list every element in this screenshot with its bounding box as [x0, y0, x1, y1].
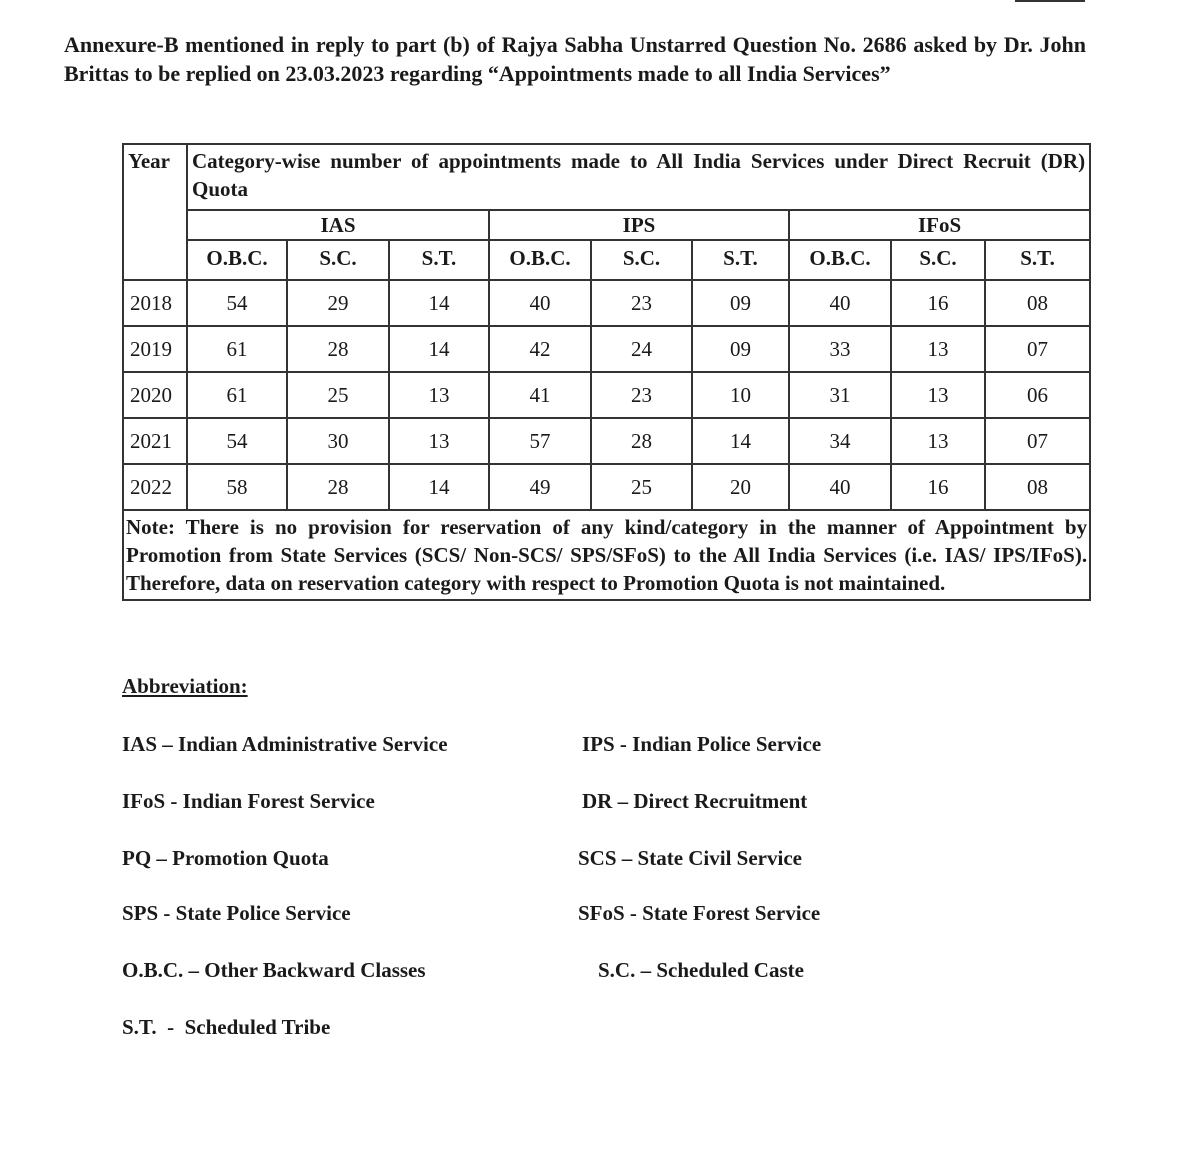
year-cell: 2020 — [123, 372, 187, 418]
value-cell: 16 — [891, 280, 985, 326]
value-cell: 25 — [287, 372, 389, 418]
category-header: O.B.C. — [489, 240, 591, 280]
abbreviation-item: S.C. – Scheduled Caste — [598, 958, 804, 982]
value-cell: 13 — [389, 418, 489, 464]
value-cell: 57 — [489, 418, 591, 464]
abbreviation-item: IFoS - Indian Forest Service — [122, 789, 375, 813]
abbreviation-item: SCS – State Civil Service — [578, 846, 802, 870]
table-row — [123, 280, 1090, 326]
value-cell: 40 — [489, 280, 591, 326]
value-cell: 08 — [985, 280, 1090, 326]
value-cell: 25 — [591, 464, 692, 510]
value-cell: 16 — [891, 464, 985, 510]
category-header: S.T. — [389, 240, 489, 280]
value-cell: 49 — [489, 464, 591, 510]
value-cell: 61 — [187, 326, 287, 372]
value-cell: 23 — [591, 372, 692, 418]
abbreviation-item: DR – Direct Recruitment — [582, 789, 808, 813]
value-cell: 13 — [891, 372, 985, 418]
year-cell: 2021 — [123, 418, 187, 464]
service-header-ips: IPS — [489, 210, 789, 240]
value-cell: 40 — [789, 280, 891, 326]
value-cell: 42 — [489, 326, 591, 372]
abbreviation-item: SFoS - State Forest Service — [578, 901, 821, 925]
value-cell: 33 — [789, 326, 891, 372]
table-title: Category-wise number of appointments made to All India Services under Direct Recruit (DR) Quota — [187, 144, 1090, 210]
value-cell: 14 — [389, 464, 489, 510]
table-note: Note: There is no provision for reservation of any kind/category in the manner of Appointment by Promotion from State Services (SCS/ Non-SCS/ SPS/SFoS) to the All India Services (i.e. IAS/ IPS/IFoS). Therefore, data on reservation category with respect to Promotion Quota is not maintained. — [123, 510, 1090, 600]
category-header: S.T. — [985, 240, 1090, 280]
table-row — [123, 464, 1090, 510]
service-header-ifos: IFoS — [789, 210, 1090, 240]
value-cell: 14 — [389, 326, 489, 372]
table-row — [123, 418, 1090, 464]
abbreviation-item: SPS - State Police Service — [122, 901, 351, 925]
year-header: Year — [123, 144, 187, 280]
appointments-table — [122, 143, 1091, 601]
value-cell: 07 — [985, 418, 1090, 464]
category-header: S.C. — [891, 240, 985, 280]
year-cell: 2022 — [123, 464, 187, 510]
value-cell: 28 — [287, 464, 389, 510]
table-row — [123, 326, 1090, 372]
category-header: O.B.C. — [789, 240, 891, 280]
value-cell: 14 — [389, 280, 489, 326]
abbreviation-item: S.T. - Scheduled Tribe — [122, 1015, 331, 1039]
value-cell: 14 — [692, 418, 789, 464]
value-cell: 31 — [789, 372, 891, 418]
abbreviation-item: IPS - Indian Police Service — [582, 732, 822, 756]
value-cell: 34 — [789, 418, 891, 464]
abbreviation-item: PQ – Promotion Quota — [122, 846, 329, 870]
value-cell: 23 — [591, 280, 692, 326]
category-header: S.T. — [692, 240, 789, 280]
value-cell: 09 — [692, 280, 789, 326]
value-cell: 13 — [891, 418, 985, 464]
abbreviation-item: O.B.C. – Other Backward Classes — [122, 958, 426, 982]
table-row — [123, 372, 1090, 418]
value-cell: 09 — [692, 326, 789, 372]
year-cell: 2019 — [123, 326, 187, 372]
value-cell: 28 — [287, 326, 389, 372]
value-cell: 28 — [591, 418, 692, 464]
value-cell: 40 — [789, 464, 891, 510]
value-cell: 24 — [591, 326, 692, 372]
value-cell: 61 — [187, 372, 287, 418]
value-cell: 07 — [985, 326, 1090, 372]
value-cell: 41 — [489, 372, 591, 418]
value-cell: 08 — [985, 464, 1090, 510]
value-cell: 58 — [187, 464, 287, 510]
abbreviation-title: Abbreviation: — [122, 674, 248, 698]
value-cell: 54 — [187, 280, 287, 326]
value-cell: 20 — [692, 464, 789, 510]
category-header: S.C. — [591, 240, 692, 280]
value-cell: 06 — [985, 372, 1090, 418]
value-cell: 13 — [389, 372, 489, 418]
value-cell: 54 — [187, 418, 287, 464]
value-cell: 29 — [287, 280, 389, 326]
year-cell: 2018 — [123, 280, 187, 326]
top-rule — [1015, 0, 1085, 2]
category-header: S.C. — [287, 240, 389, 280]
category-header: O.B.C. — [187, 240, 287, 280]
document-heading: Annexure-B mentioned in reply to part (b) of Rajya Sabha Unstarred Question No. 2686 asked by Dr. John Brittas to be replied on 23.03.2023 regarding “Appointments made to all India Services” — [64, 32, 1086, 86]
value-cell: 30 — [287, 418, 389, 464]
value-cell: 10 — [692, 372, 789, 418]
abbreviation-item: IAS – Indian Administrative Service — [122, 732, 448, 756]
service-header-ias: IAS — [187, 210, 489, 240]
value-cell: 13 — [891, 326, 985, 372]
